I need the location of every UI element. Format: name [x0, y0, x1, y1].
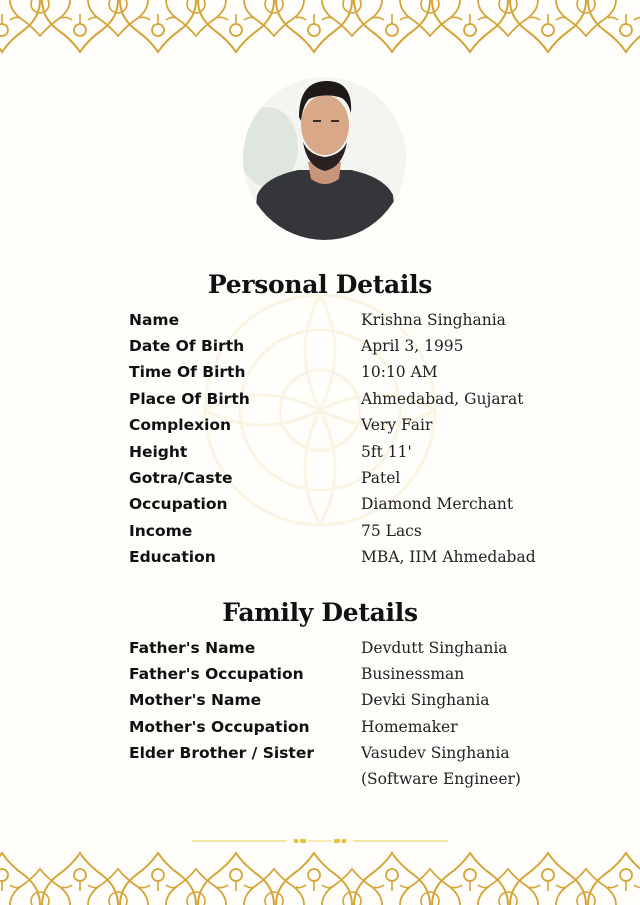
detail-value: Ahmedabad, Gujarat	[361, 390, 524, 408]
detail-row-elder-sibling	[129, 744, 569, 796]
detail-label: Mother's Name	[129, 691, 262, 709]
detail-value: 75 Lacs	[361, 522, 422, 540]
detail-value: Devdutt Singhania	[361, 639, 508, 657]
detail-label: Father's Name	[129, 639, 256, 657]
detail-value: Krishna Singhania	[361, 311, 506, 329]
ornamental-border-bottom-icon	[0, 850, 640, 905]
family-details-heading: Family Details	[222, 598, 418, 627]
detail-value: Patel	[361, 469, 401, 487]
detail-label: Income	[129, 522, 193, 540]
ornamental-border-top-icon	[0, 0, 640, 55]
person-photo-icon	[243, 77, 406, 240]
detail-value: 10:10 AM	[361, 363, 438, 381]
gold-divider-icon	[192, 839, 448, 843]
detail-label: Gotra/Caste	[129, 469, 233, 487]
detail-label: Height	[129, 443, 188, 461]
personal-details-heading: Personal Details	[207, 270, 433, 299]
detail-label: Father's Occupation	[129, 665, 304, 683]
detail-label: Name	[129, 311, 180, 329]
detail-value: 5ft 11'	[361, 443, 412, 461]
detail-label: Time Of Birth	[129, 363, 246, 381]
detail-label: Elder Brother / Sister	[129, 744, 314, 762]
detail-value: Vasudev Singhania (Software Engineer)	[361, 744, 521, 788]
detail-row-education	[129, 548, 569, 574]
detail-value: Homemaker	[361, 718, 458, 736]
detail-value: Businessman	[361, 665, 465, 683]
detail-label: Date Of Birth	[129, 337, 245, 355]
detail-value: Very Fair	[361, 416, 433, 434]
detail-label: Complexion	[129, 416, 232, 434]
detail-label: Education	[129, 548, 216, 566]
detail-value: MBA, IIM Ahmedabad	[361, 548, 536, 566]
detail-value: April 3, 1995	[361, 337, 464, 355]
detail-label: Place Of Birth	[129, 390, 250, 408]
detail-value: Diamond Merchant	[361, 495, 514, 513]
detail-label: Mother's Occupation	[129, 718, 310, 736]
detail-label: Occupation	[129, 495, 228, 513]
detail-value: Devki Singhania	[361, 691, 490, 709]
profile-photo	[243, 77, 406, 240]
